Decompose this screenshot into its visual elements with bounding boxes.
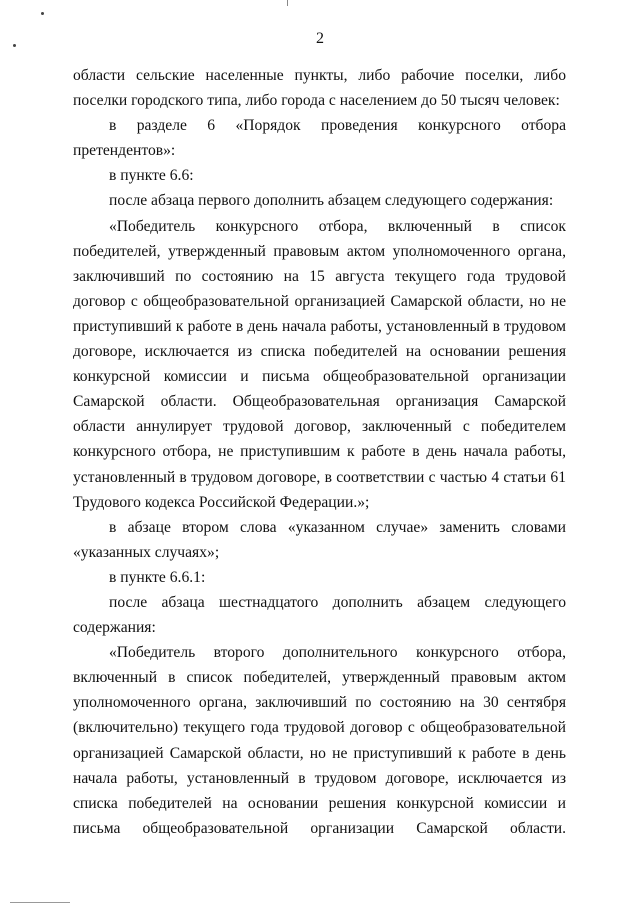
paragraph: в разделе 6 «Порядок проведения конкурсного отбора претендентов»: [73,117,566,160]
paragraph: в абзаце втором слова «указанном случае» заменить словами «указанных случаях»; [73,518,566,561]
paragraph: в пункте 6.6.1: [109,568,206,586]
paragraph: «Победитель второго дополнительного конкурсного отбора, включенный в список победителей, утвержденный правовым актом уполномоченного органа, заключивший по состоянию на 30 сентября (включительно) текущего года трудовой договор с общеобразовательной организацией Самарской области, но не приступивший к работе в день начала работы, установленный в трудовом договоре, исключается из списка победителей на основании решения конкурсной комиссии и письма общеобразовательной организации Самарской области. [73,644,566,837]
paragraph: области сельские населенные пункты, либо рабочие поселки, либо поселки городского типа, либо города с населением до 50 тысяч человек: [73,67,566,110]
paragraph: в пункте 6.6: [109,167,194,185]
paragraph: после абзаца первого дополнить абзацем следующего содержания: [109,192,554,210]
footer-rule [10,902,70,903]
scan-speck [41,12,44,15]
paragraph: после абзаца шестнадцатого дополнить абзацем следующего содержания: [73,593,566,637]
page-number: 2 [316,30,324,47]
paragraph: «Победитель конкурсного отбора, включенный в список победителей, утвержденный правовым актом уполномоченного органа, заключивший по состоянию на 15 августа текущего года трудовой договор с общеобразовательной организацией Самарской области, но не приступивший к работе в день начала работы, установленный в трудовом договоре, исключается из списка победителей на основании решения конкурсной комиссии и письма общеобразовательной организации Самарской области. Общеобразовательная организация Самарской области аннулирует трудовой договор, заключенный с победителем конкурсного отбора, не приступившим к работе в день начала работы, установленный в трудовом договоре, в соответствии с частью 4 статьи 61 Трудового кодекса Российской Федерации.»; [73,217,566,511]
document-body [73,63,566,841]
scan-tick-mark [287,0,288,6]
